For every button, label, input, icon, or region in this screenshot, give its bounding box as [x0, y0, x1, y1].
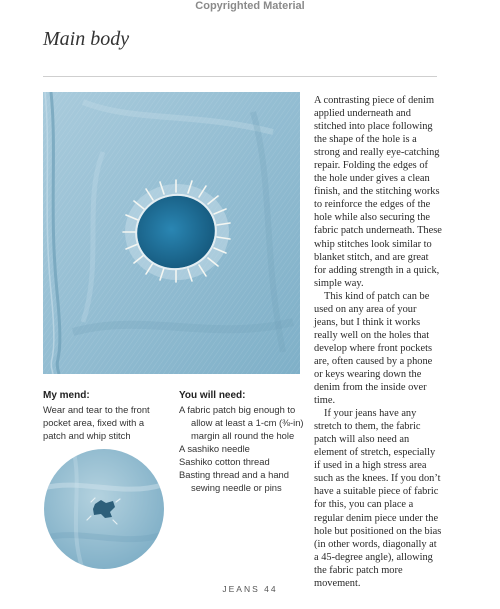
footer-section: JEANS [222, 584, 260, 594]
before-photo-worn-hole [43, 448, 165, 570]
section-title: Main body [43, 28, 130, 50]
watermark: Copyrighted Material [195, 0, 305, 12]
body-paragraph: If your jeans have any stretch to them, the fabric patch will also need an element of stretch, especially if used in a high stress area such as the knees. If you don’t have a suitable piece of fabric for this, you can place a regular denim piece under the hole but positioned on the bias (in other words, diagonally at a 45-degree angle), allowing the fabric patch more movement. [314, 408, 442, 589]
denim-patch-illustration [43, 92, 300, 374]
my-mend-text: Wear and tear to the front pocket area, fixed with a patch and whip stitch [43, 404, 150, 441]
my-mend-heading: My mend: [43, 390, 90, 401]
body-paragraph: This kind of patch can be used on any area of your jeans, but I think it works really well on the holes that develop where front pockets are, often caused by a phone or keys wearing down the denim from the inside over time. [314, 290, 433, 407]
materials-list-item: Basting thread and a hand sewing needle or pins [179, 469, 289, 493]
materials-list-item: A sashiko needle [179, 443, 250, 454]
materials-list-item: A fabric patch big enough to allow at least a 1-cm (⅜-in) margin all round the hole [179, 404, 304, 441]
body-text-column [314, 94, 442, 590]
footer-page-number: 44 [264, 584, 278, 594]
page-footer [0, 584, 500, 594]
header-divider [43, 76, 437, 77]
worn-hole-illustration [43, 448, 165, 570]
materials-list [179, 403, 304, 494]
materials-list-item: Sashiko cotton thread [179, 456, 270, 467]
you-will-need-heading: You will need: [179, 390, 246, 401]
body-paragraph: A contrasting piece of denim applied underneath and stitched into place following the shape of the hole is a strong and really eye-catching repair. Folding the edges of the hole under gives a clean finish, and the stitching works to reinforce the edges of the hole while also securing the fabric patch underneath. These whip stitches look similar to blanket stitch, and are great for adding strength in a quick, simple way. [314, 95, 442, 289]
main-photo-denim-patch [43, 92, 300, 374]
